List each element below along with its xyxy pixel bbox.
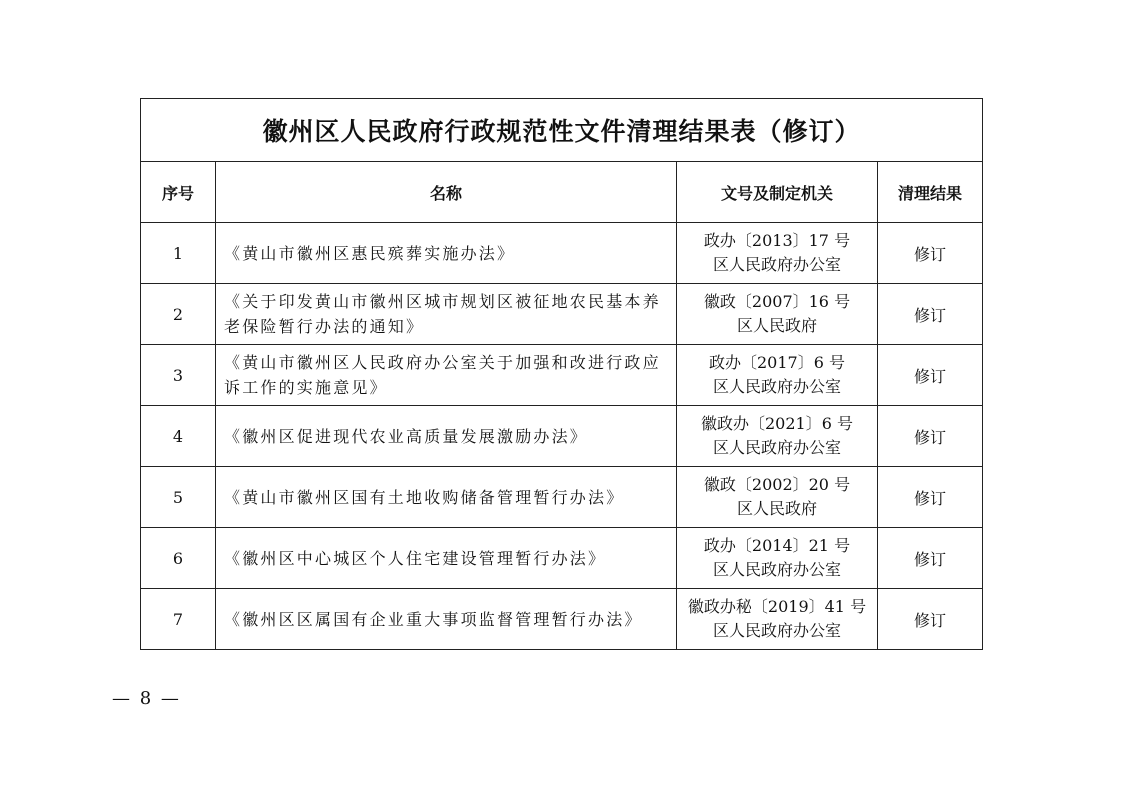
cleanup-result: 修订 [878,528,983,589]
table-title: 徽州区人民政府行政规范性文件清理结果表（修订） [141,99,983,162]
document-name: 《徽州区促进现代农业高质量发展激励办法》 [216,406,677,467]
page-number: — 8 — [112,688,181,709]
issuing-agency: 区人民政府办公室 [712,438,841,457]
doc-number: 徽政办秘〔2019〕41 号 [687,597,867,616]
header-name: 名称 [216,162,677,223]
row-number: 3 [141,345,216,406]
row-number: 4 [141,406,216,467]
table-row [141,345,983,406]
document-name: 《徽州区区属国有企业重大事项监督管理暂行办法》 [216,589,677,650]
cleanup-result: 修订 [878,223,983,284]
doc-number-agency [677,528,878,589]
table-row [141,223,983,284]
document-name: 《黄山市徽州区人民政府办公室关于加强和改进行政应诉工作的实施意见》 [216,345,677,406]
row-number: 5 [141,467,216,528]
doc-number: 政办〔2017〕6 号 [709,353,845,372]
doc-number: 徽政〔2002〕20 号 [703,475,851,494]
issuing-agency: 区人民政府办公室 [712,255,841,274]
document-name: 《黄山市徽州区惠民殡葬实施办法》 [216,223,677,284]
document-name: 《徽州区中心城区个人住宅建设管理暂行办法》 [216,528,677,589]
doc-number: 徽政〔2007〕16 号 [703,292,851,311]
cleanup-result: 修订 [878,589,983,650]
table-row [141,406,983,467]
doc-number-agency [677,589,878,650]
doc-number-agency [677,467,878,528]
table-row [141,589,983,650]
issuing-agency: 区人民政府办公室 [712,377,841,396]
doc-number: 政办〔2014〕21 号 [703,536,851,555]
document-name: 《黄山市徽州区国有土地收购储备管理暂行办法》 [216,467,677,528]
row-number: 7 [141,589,216,650]
issuing-agency: 区人民政府 [736,316,817,335]
header-result: 清理结果 [878,162,983,223]
issuing-agency: 区人民政府 [736,499,817,518]
doc-number: 徽政办〔2021〕6 号 [701,414,853,433]
table-row [141,284,983,345]
doc-number: 政办〔2013〕17 号 [703,231,851,250]
doc-number-agency [677,345,878,406]
cleanup-result: 修订 [878,406,983,467]
row-number: 2 [141,284,216,345]
table-row [141,528,983,589]
doc-number-agency [677,284,878,345]
cleanup-result: 修订 [878,284,983,345]
cleanup-result: 修订 [878,345,983,406]
header-no: 序号 [141,162,216,223]
doc-number-agency [677,223,878,284]
doc-number-agency [677,406,878,467]
row-number: 1 [141,223,216,284]
issuing-agency: 区人民政府办公室 [712,560,841,579]
cleanup-result: 修订 [878,467,983,528]
document-name: 《关于印发黄山市徽州区城市规划区被征地农民基本养老保险暂行办法的通知》 [216,284,677,345]
table-row [141,467,983,528]
header-doc: 文号及制定机关 [677,162,878,223]
issuing-agency: 区人民政府办公室 [712,621,841,640]
row-number: 6 [141,528,216,589]
cleanup-results-table [140,98,983,650]
